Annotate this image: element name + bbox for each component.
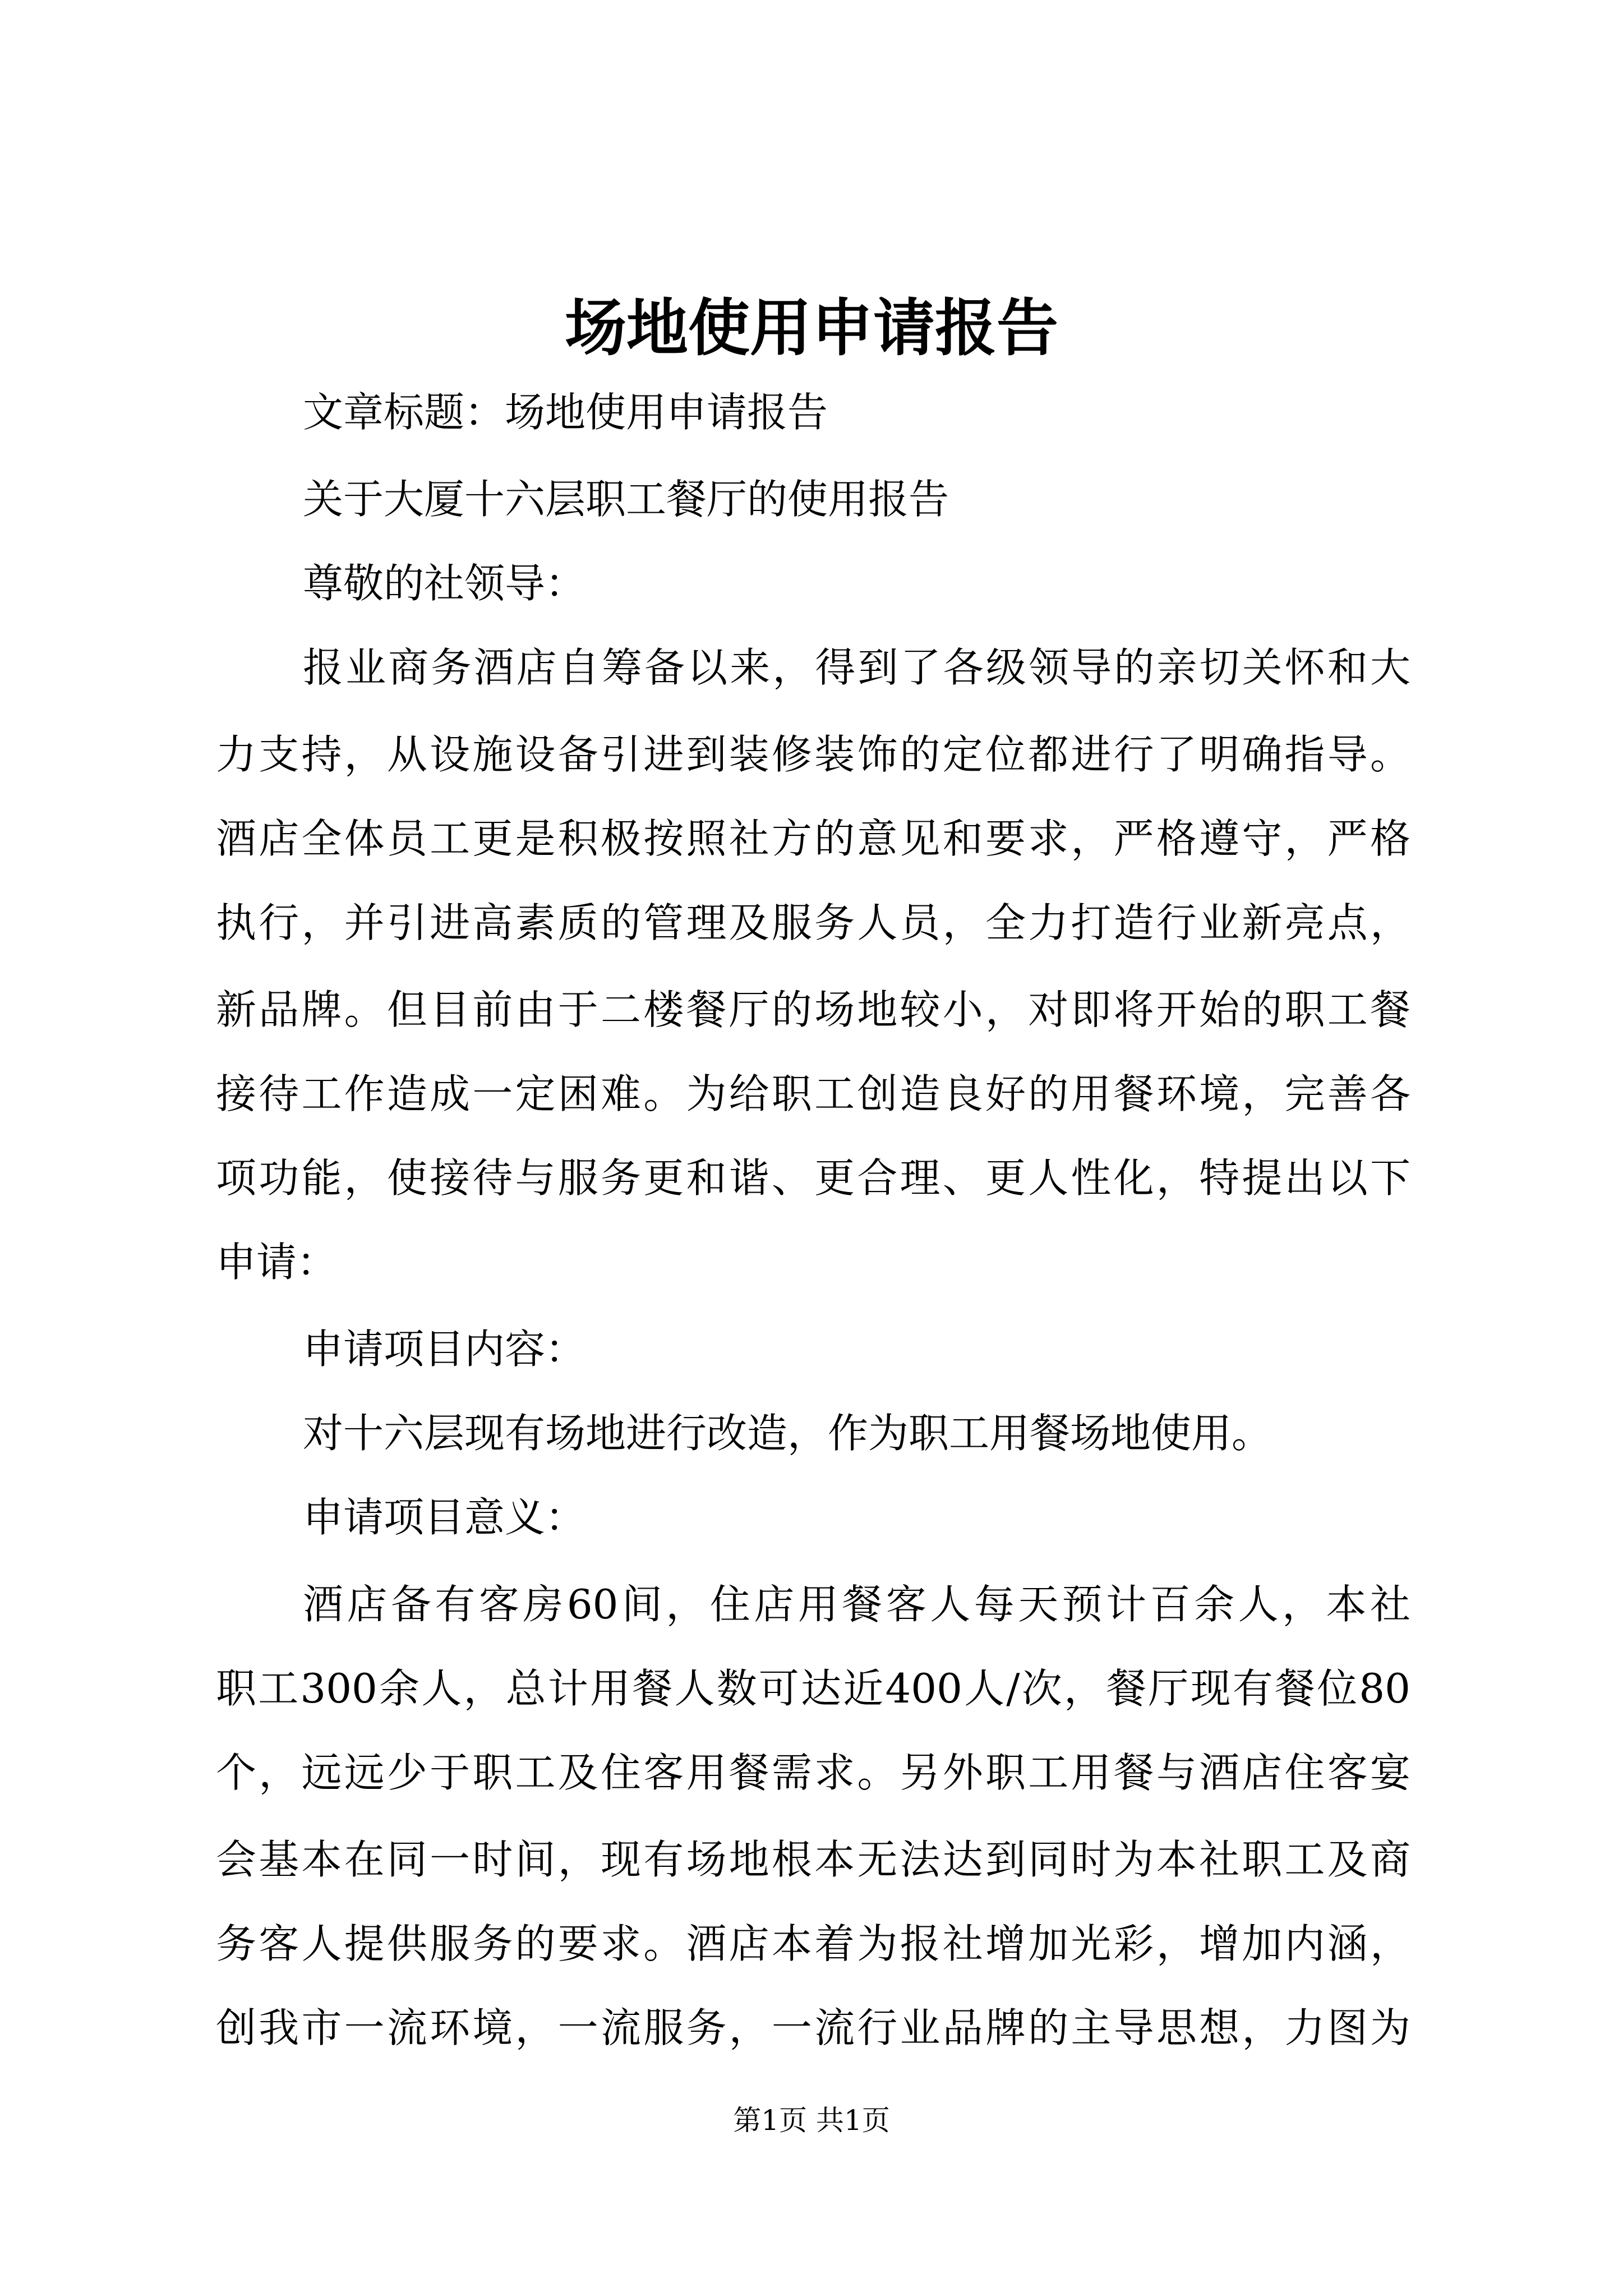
body-text-line: 务客人提供服务的要求。酒店本着为报社增加光彩，增加内涵， (216, 1920, 1410, 1967)
body-text-line: 酒店备有客房60间，住店用餐客人每天预计百余人，本社 (303, 1581, 1410, 1628)
body-text-line: 接待工作造成一定困难。为给职工创造良好的用餐环境，完善各 (216, 1070, 1410, 1117)
article-title-line: 文章标题：场地使用申请报告 (303, 389, 828, 436)
body-text-line: 个，远远少于职工及住客用餐需求。另外职工用餐与酒店住客宴 (216, 1749, 1410, 1796)
body-text-line: 职工300余人，总计用餐人数可达近400人/次，餐厅现有餐位80 (216, 1665, 1410, 1712)
body-text-line: 酒店全体员工更是积极按照社方的意见和要求，严格遵守，严格 (216, 815, 1410, 862)
section-heading: 申请项目内容： (303, 1326, 586, 1373)
body-text-line: 对十六层现有场地进行改造，作为职工用餐场地使用。 (303, 1410, 1272, 1457)
document-title: 场地使用申请报告 (565, 292, 1058, 364)
body-text-line: 力支持，从设施设备引进到装修装饰的定位都进行了明确指导。 (216, 731, 1410, 778)
body-text-line: 会基本在同一时间，现有场地根本无法达到同时为本社职工及商 (216, 1836, 1410, 1883)
body-text-line: 创我市一流环境，一流服务，一流行业品牌的主导思想，力图为 (216, 2004, 1410, 2051)
body-text-line: 执行，并引进高素质的管理及服务人员，全力打造行业新亮点， (216, 899, 1410, 946)
section-heading: 申请项目意义： (303, 1494, 586, 1541)
body-text-line: 新品牌。但目前由于二楼餐厅的场地较小，对即将开始的职工餐 (216, 986, 1410, 1033)
report-subject-line: 关于大厦十六层职工餐厅的使用报告 (303, 476, 949, 523)
salutation-line: 尊敬的社领导： (303, 560, 586, 607)
body-text-line: 报业商务酒店自筹备以来，得到了各级领导的亲切关怀和大 (303, 644, 1410, 691)
body-text-line: 申请： (216, 1239, 338, 1286)
body-text-line: 项功能，使接待与服务更和谐、更合理、更人性化，特提出以下 (216, 1154, 1410, 1202)
page-footer: 第1页 共1页 (733, 2104, 890, 2137)
